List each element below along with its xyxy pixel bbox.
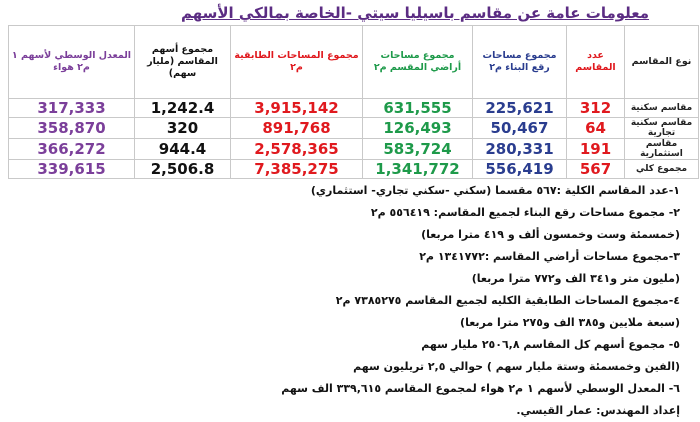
cell-building: 280,331 [473,139,567,160]
cell-building: 556,419 [473,160,567,179]
cell-land: 631,555 [363,99,473,118]
cell-average: 339,615 [9,160,135,179]
note-line: (مليون متر و٣٤١ الف و٧٧٢ مترا مربعا) [471,272,680,285]
note-line: ٦- المعدل الوسطي لأسهم ١ م٢ هواء لمجموع المقاسم ٣٣٩,٦١٥ الف سهم [281,382,680,395]
row-type: مجموع كلي [625,160,699,179]
cell-average: 317,333 [9,99,135,118]
cell-land: 1,341,772 [363,160,473,179]
cell-count: 312 [567,99,625,118]
table-row-total [9,160,699,179]
cell-land: 126,493 [363,118,473,139]
cell-count: 191 [567,139,625,160]
cell-average: 358,870 [9,118,135,139]
note-line: (خمسمئة وست وخمسون ألف و ٤١٩ مترا مربعا) [421,228,680,241]
notes-list [20,180,680,422]
cell-floor: 891,768 [231,118,363,139]
plots-table [8,25,699,179]
cell-shares: 1,242.4 [135,99,231,118]
row-type: مقاسم استثمارية [625,139,699,160]
header-plot-type: نوع المقاسم [625,26,699,99]
cell-floor: 3,915,142 [231,99,363,118]
cell-shares: 320 [135,118,231,139]
note-line: ٢- مجموع مساحات رقع البناء لجميع المقاسم: ٥٥٦٤١٩ م٢ [370,206,680,219]
header-average: المعدل الوسطي لأسهم ١ م٢ هواء [9,26,135,99]
note-line: ٥- مجموع أسهم كل المقاسم ٢٥٠٦,٨ مليار سهم [421,338,680,351]
table-row [9,139,699,160]
header-shares: مجموع أسهم المقاسم (مليار سهم) [135,26,231,99]
cell-average: 366,272 [9,139,135,160]
header-floor-area: مجموع المساحات الطابقية م٢ [231,26,363,99]
cell-shares: 2,506.8 [135,160,231,179]
note-line: (سبعة ملايين و٣٨٥ الف و٢٧٥ مترا مربعا) [460,316,680,329]
table-row [9,118,699,139]
cell-building: 225,621 [473,99,567,118]
row-type: مقاسم سكنية [625,99,699,118]
note-line: (الفين وخمسمئة وستة مليار سهم ) حوالي ٢,٥ تريليون سهم [353,360,680,373]
page-title: معلومات عامة عن مقاسم باسيليا سيتي -الخاصة بمالكي الأسهم [180,4,650,22]
cell-shares: 944.4 [135,139,231,160]
header-count: عدد المقاسم [567,26,625,99]
row-type: مقاسم سكنية تجارية [625,118,699,139]
note-line: ٣-مجموع مساحات أراضي المقاسم :١٣٤١٧٧٢ م٢ [419,250,680,263]
header-building-area: مجموع مساحات رقع البناء م٢ [473,26,567,99]
author-line: إعداد المهندس: عمار القيسي. [516,404,680,417]
cell-floor: 7,385,275 [231,160,363,179]
cell-building: 50,467 [473,118,567,139]
cell-floor: 2,578,365 [231,139,363,160]
table-row [9,99,699,118]
cell-count: 64 [567,118,625,139]
table-header-row [9,26,699,99]
cell-land: 583,724 [363,139,473,160]
header-land-area: مجموع مساحات أراضي المقسم م٢ [363,26,473,99]
cell-count: 567 [567,160,625,179]
note-line: ٤-مجموع المساحات الطابقية الكليه لجميع المقاسم ٧٣٨٥٢٧٥ م٢ [335,294,680,307]
note-line: ١-عدد المقاسم الكلية :٥٦٧ مقسما (سكني -سكني تجاري- استثماري) [310,184,680,197]
